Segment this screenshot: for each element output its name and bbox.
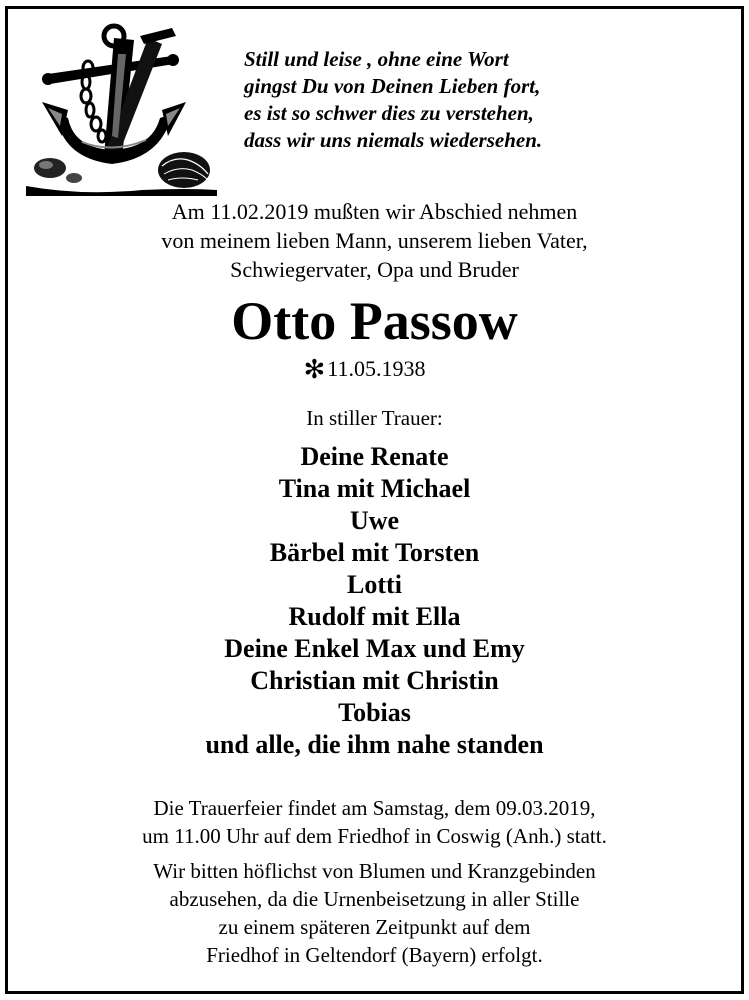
anchor-icon [22, 18, 222, 196]
request-line: Wir bitten höflichst von Blumen und Kranzgebinden [153, 859, 596, 883]
request-line: Friedhof in Geltendorf (Bayern) erfolgt. [206, 943, 543, 967]
ceremony-line: um 11.00 Uhr auf dem Friedhof in Coswig (Anh.) statt. [142, 824, 607, 848]
birth-star-icon: ✻ [303, 355, 326, 384]
net-pile [158, 152, 210, 188]
poem [244, 46, 714, 154]
poem-line: es ist so schwer dies zu verstehen, [244, 101, 534, 125]
poem-line: Still und leise , ohne eine Wort [244, 47, 509, 71]
mourning-label: In stiller Trauer: [306, 406, 443, 430]
mourner: und alle, die ihm nahe standen [205, 730, 544, 759]
intro-line: Schwiegervater, Opa und Bruder [230, 257, 519, 282]
mourner: Tina mit Michael [278, 474, 471, 503]
request-line: zu einem späteren Zeitpunkt auf dem [218, 915, 531, 939]
poem-line: gingst Du von Deinen Lieben fort, [244, 74, 541, 98]
mourner: Christian mit Christin [250, 666, 499, 695]
ceremony-info [0, 794, 749, 850]
request-line: abzusehen, da die Urnenbeisetzung in aller Stille [169, 887, 580, 911]
mourner: Rudolf mit Ella [288, 602, 461, 631]
mourner: Lotti [347, 570, 402, 599]
ceremony-line: Die Trauerfeier findet am Samstag, dem 09.03.2019, [153, 796, 596, 820]
deceased-name: Otto Passow [231, 291, 518, 351]
stone-small [66, 173, 82, 183]
mourner: Deine Renate [300, 442, 449, 471]
mourner: Tobias [338, 698, 411, 727]
flower-request [0, 857, 749, 969]
poem-line: dass wir uns niemals wiedersehen. [244, 128, 543, 152]
intro-text [0, 197, 749, 284]
mourner: Bärbel mit Torsten [269, 538, 480, 567]
intro-line: von meinem lieben Mann, unserem lieben Vater, [161, 228, 588, 253]
mourner: Deine Enkel Max und Emy [224, 634, 525, 663]
mourner: Uwe [349, 506, 400, 535]
intro-line: Am 11.02.2019 mußten wir Abschied nehmen [171, 199, 578, 224]
birth-date: 11.05.1938 [327, 356, 426, 381]
mourners-list [0, 441, 749, 761]
birth-date-line [0, 355, 749, 384]
